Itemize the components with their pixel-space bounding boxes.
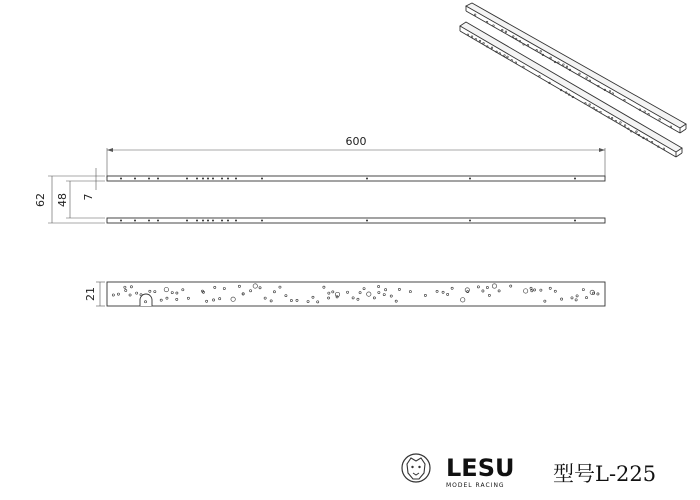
rail-hole — [212, 178, 214, 180]
rail-hole — [134, 178, 136, 180]
rail-hole — [366, 220, 368, 222]
rail-hole — [196, 220, 198, 222]
iso-hole — [515, 38, 517, 40]
model-number: 型号L-225 — [553, 462, 657, 486]
iso-hole — [539, 76, 541, 78]
isometric-view — [460, 3, 686, 157]
iso-hole — [536, 49, 538, 51]
iso-hole — [474, 14, 476, 16]
rail-hole — [221, 178, 223, 180]
lion-logo-icon — [402, 454, 430, 482]
bottom-rail — [107, 218, 605, 223]
rail-hole — [235, 178, 237, 180]
iso-hole — [491, 47, 493, 49]
iso-hole — [609, 91, 611, 93]
web-height-dimension — [96, 282, 105, 306]
iso-hole — [589, 104, 591, 106]
isometric-rail-upper — [466, 3, 686, 133]
rail-hole — [186, 220, 188, 222]
rail-hole — [261, 178, 263, 180]
rail-hole — [207, 178, 209, 180]
iso-hole — [612, 93, 614, 95]
iso-hole — [540, 51, 542, 53]
iso-hole — [486, 21, 488, 23]
side-rail-web — [107, 282, 605, 306]
rail-hole — [120, 220, 122, 222]
iso-hole — [471, 36, 473, 38]
rail-thickness-label: 7 — [82, 193, 95, 201]
iso-hole — [593, 107, 595, 109]
rail-hole — [366, 178, 368, 180]
brand-name: LESU — [446, 454, 515, 482]
rail-hole — [227, 178, 229, 180]
isometric-rail-lower — [460, 22, 682, 157]
iso-hole — [501, 29, 503, 31]
rail-spacing-label: 48 — [56, 193, 69, 207]
iso-hole — [507, 56, 509, 58]
iso-hole — [515, 62, 517, 64]
rail-hole — [202, 220, 204, 222]
iso-hole — [475, 38, 477, 40]
iso-hole — [483, 42, 485, 44]
rail-hole — [574, 178, 576, 180]
rail-hole — [157, 220, 159, 222]
iso-hole — [644, 111, 646, 113]
rail-hole — [196, 178, 198, 180]
rail-hole — [235, 220, 237, 222]
rail-hole — [469, 220, 471, 222]
rail-hole — [202, 178, 204, 180]
length-dimension — [107, 148, 605, 178]
rail-hole — [469, 178, 471, 180]
rail-hole — [134, 220, 136, 222]
iso-hole — [651, 141, 653, 143]
iso-hole — [585, 103, 587, 105]
iso-hole — [558, 62, 560, 64]
iso-hole — [550, 57, 552, 59]
side-view — [107, 282, 605, 306]
iso-hole — [611, 117, 613, 119]
iso-hole — [636, 131, 638, 133]
rail-hole — [207, 220, 209, 222]
iso-hole — [586, 77, 588, 79]
iso-hole — [512, 36, 514, 38]
rail-hole — [212, 220, 214, 222]
iso-hole — [659, 119, 661, 121]
rail-hole — [148, 178, 150, 180]
iso-hole — [624, 125, 626, 127]
web-height-label: 21 — [84, 287, 97, 301]
rail-hole — [261, 220, 263, 222]
rail-hole — [148, 220, 150, 222]
iso-hole — [579, 73, 581, 75]
top-view — [107, 176, 605, 223]
iso-hole — [499, 53, 501, 55]
iso-hole — [624, 99, 626, 101]
rail-hole — [574, 220, 576, 222]
iso-hole — [563, 64, 565, 66]
iso-hole — [479, 40, 481, 42]
rail-hole — [120, 178, 122, 180]
iso-hole — [467, 34, 469, 36]
iso-hole — [504, 55, 506, 57]
iso-hole — [523, 44, 525, 46]
iso-hole — [600, 111, 602, 113]
rail-hole — [221, 220, 223, 222]
rail-hole — [227, 220, 229, 222]
length-dimension-label: 600 — [345, 135, 367, 148]
iso-hole — [523, 66, 525, 68]
iso-hole — [493, 25, 495, 27]
brand-tagline: MODEL RACING — [446, 482, 505, 489]
iso-hole — [589, 80, 591, 82]
iso-hole — [527, 44, 529, 46]
rail-hole — [186, 178, 188, 180]
iso-hole — [511, 59, 513, 61]
iso-hole — [646, 139, 648, 141]
overall-height-label: 62 — [34, 193, 47, 207]
top-rail — [107, 176, 605, 181]
rail-hole — [157, 178, 159, 180]
iso-hole — [670, 126, 672, 128]
iso-hole — [648, 113, 650, 115]
iso-hole — [615, 120, 617, 122]
iso-hole — [620, 122, 622, 124]
iso-hole — [505, 31, 507, 33]
iso-hole — [663, 148, 665, 150]
iso-hole — [566, 66, 568, 68]
